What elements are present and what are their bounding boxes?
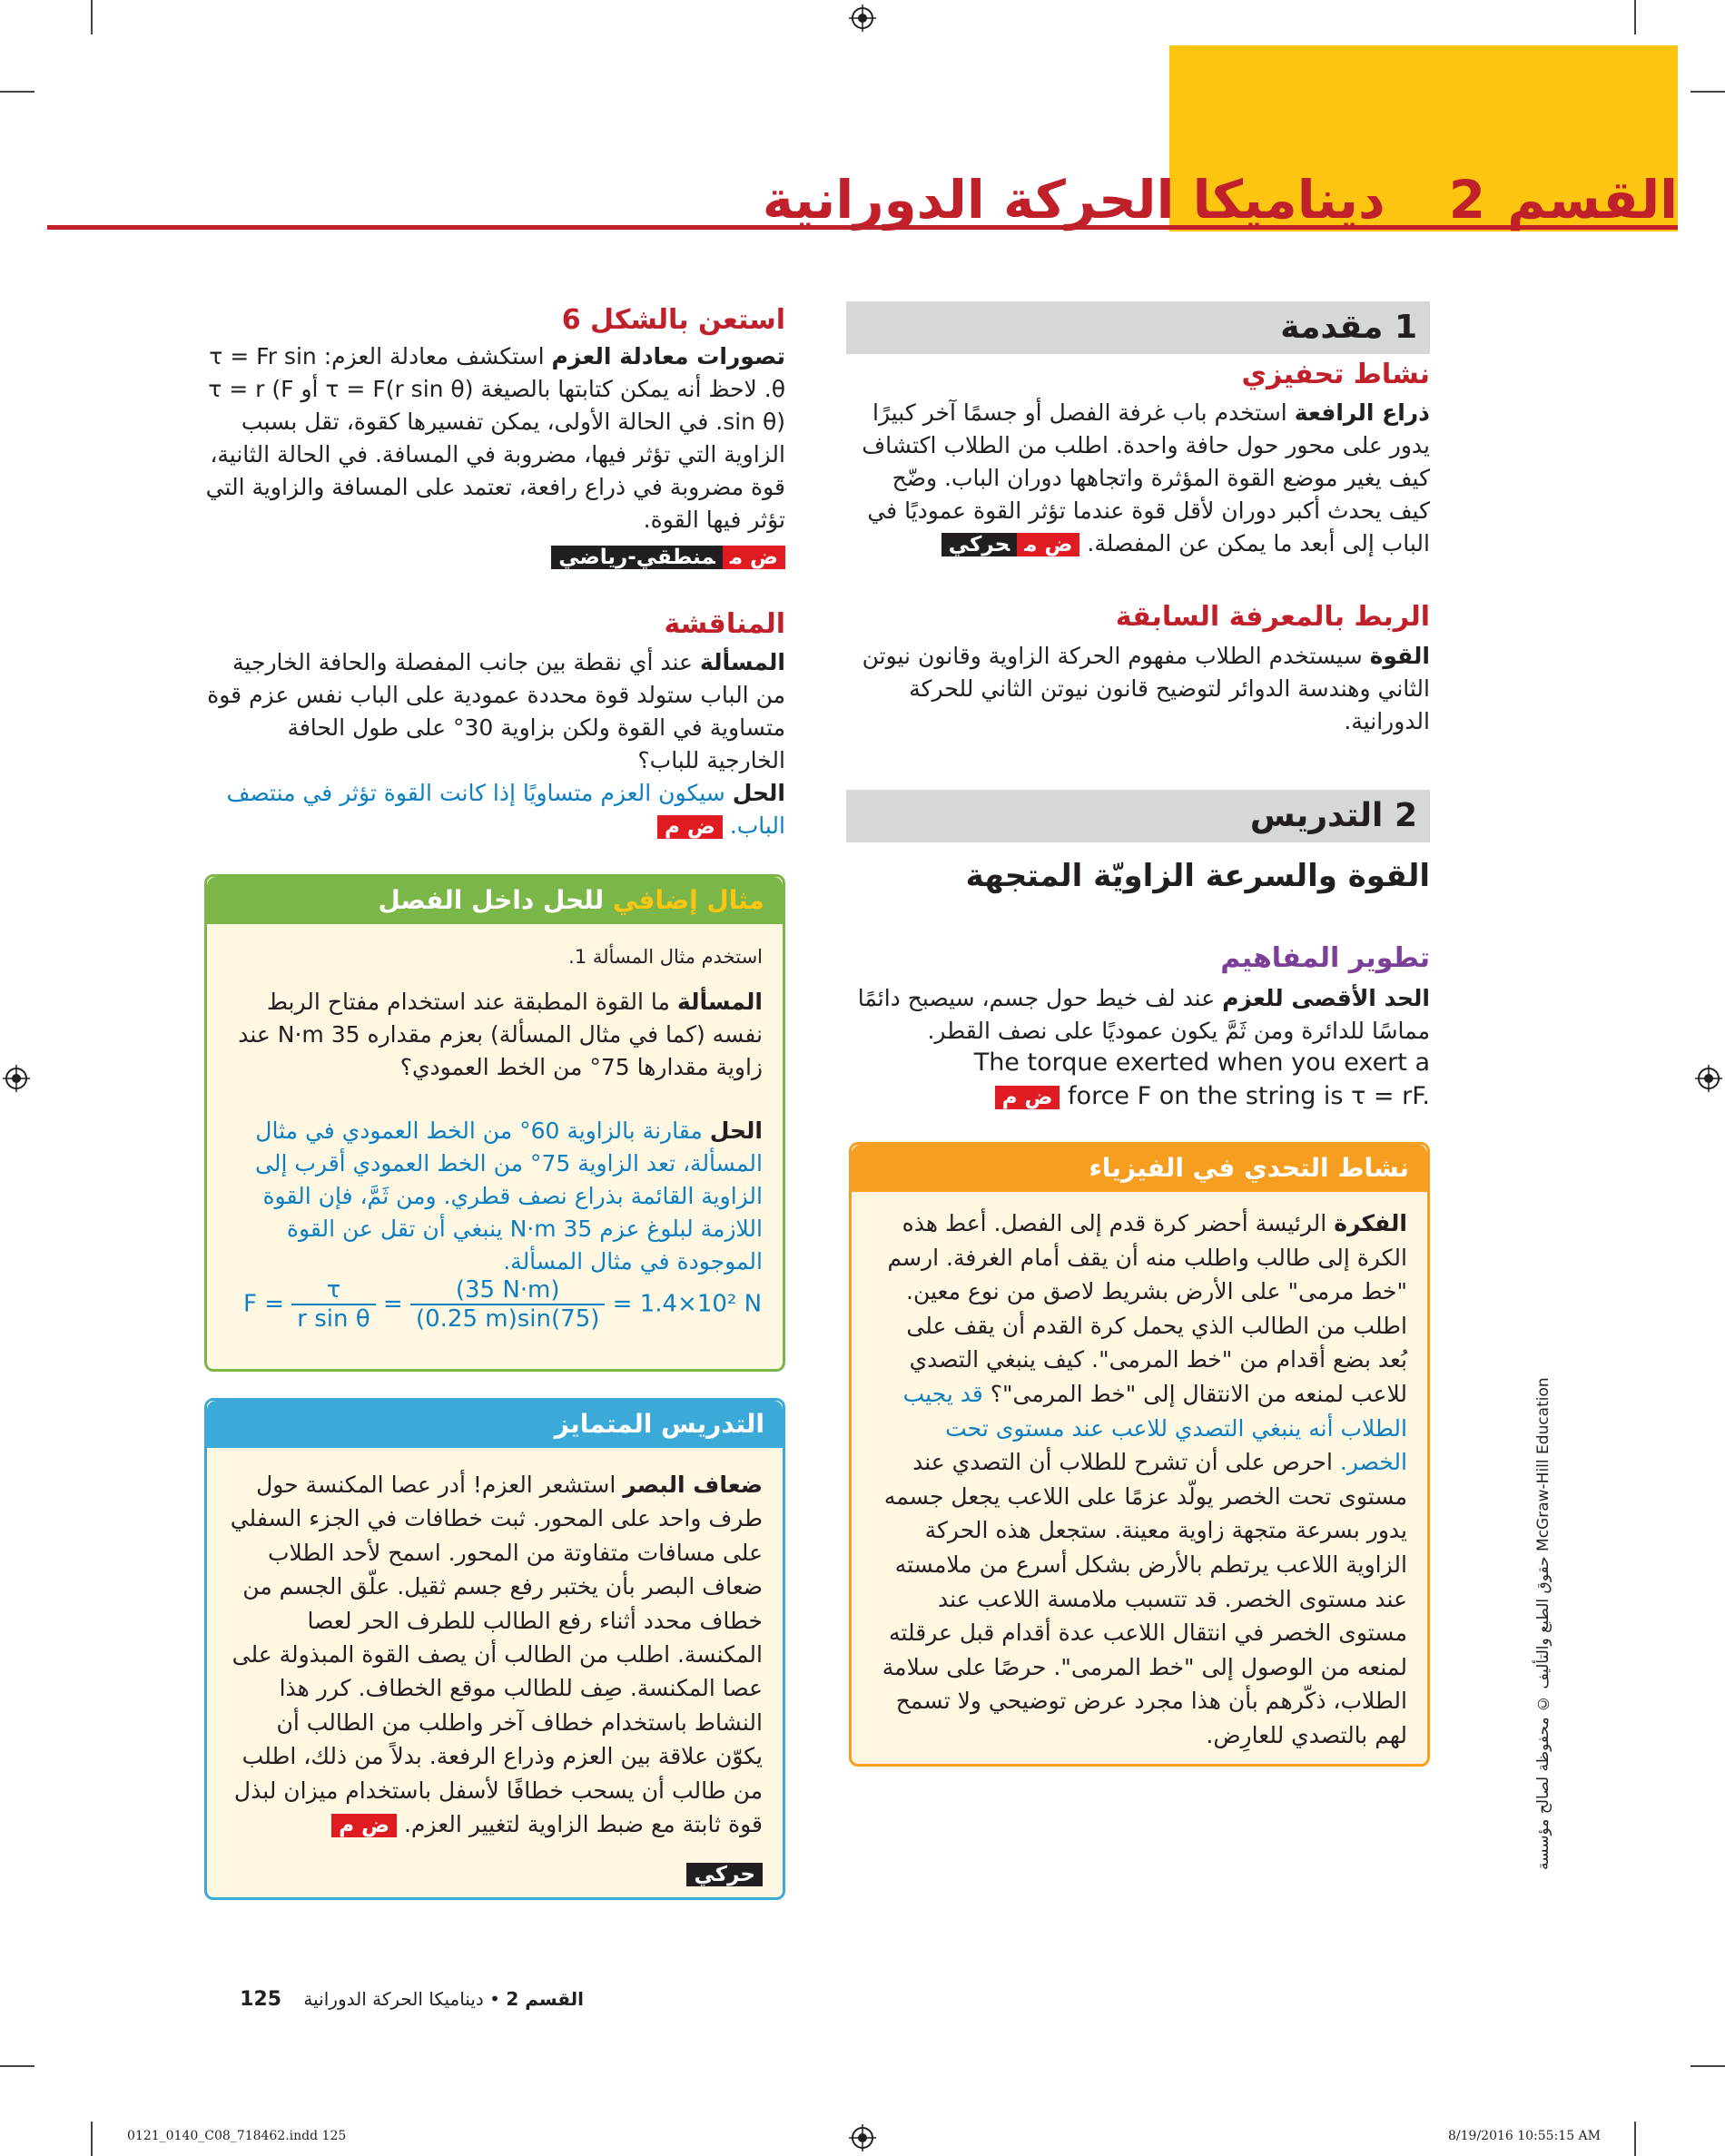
registration-mark-icon xyxy=(3,1065,30,1092)
example-solution xyxy=(227,1115,763,1278)
tag-red: ض م xyxy=(723,546,785,569)
formula-result: = 1.4×10² N xyxy=(612,1290,763,1318)
discussion-heading: المناقشة xyxy=(664,608,785,640)
copyright-sidebar: حقوق الطبع والتأليف © محفوظة لصالح مؤسسة McGraw-Hill Education xyxy=(1534,1377,1552,1870)
registration-mark-icon xyxy=(849,5,876,32)
prior-knowledge-paragraph xyxy=(846,640,1430,738)
example-formula xyxy=(243,1276,762,1333)
motivation-lead: ذراع الرافعة xyxy=(1294,399,1430,426)
section-number: 2 xyxy=(1448,169,1486,231)
differentiated-box xyxy=(204,1398,785,1900)
tag-red: ض م xyxy=(657,815,723,839)
concepts-english xyxy=(846,1046,1430,1115)
crop-mark xyxy=(0,2065,34,2067)
crop-mark xyxy=(1690,2065,1725,2067)
footer-bullet: • xyxy=(489,1988,500,2010)
section-label: القسم xyxy=(1507,169,1678,231)
tag-red: ض م xyxy=(331,1814,397,1837)
tag-black: حركي xyxy=(941,533,1018,556)
challenge-lead-suffix: الرئيسة xyxy=(1255,1210,1335,1236)
tag-red: ض م xyxy=(1017,533,1079,556)
slug-date: 8/19/2016 10:55:15 AM xyxy=(1448,2129,1602,2143)
crop-mark xyxy=(0,91,34,93)
formula-f2-denominator: (0.25 m)sin(75) xyxy=(415,1305,600,1333)
section-title-text: ديناميكا الحركة الدورانية xyxy=(762,169,1385,231)
motivation-text: استخدم باب غرفة الفصل أو جسمًا آخر كبيرًا يدور على محور حول حافة واحدة. اطلب من الطلاب اكتشاف كيف يغير موضع القوة المؤثرة واتجاهها دوران الباب. وضّح كيف يحدث أكبر دوران لأقل قوة عندما تؤثر القوة عموديًا في الباب إلى أبعد ما يمكن عن المفصلة. xyxy=(862,399,1430,556)
differentiated-tag-wrap xyxy=(686,1863,763,1886)
example-solution-lead: الحل xyxy=(709,1117,763,1144)
crop-mark xyxy=(1634,0,1636,34)
challenge-answer: قد يجيب الطلاب أنه ينبغي التصدي للاعب عند مستوى تحت الخصر. xyxy=(902,1380,1407,1476)
formula-fraction-1 xyxy=(291,1276,375,1333)
example-title-rest: للحل داخل الفصل xyxy=(378,885,613,915)
differentiated-body: استشعر العزم! أدر عصا المكنسة حول طرف واحد على المحور. ثبت خطافات في الجزء السفلي على مسافات متفاوتة من المحور. اسمح لأحد الطلاب ضعاف البصر بأن يختبر رفع جسم ثقيل. علّق الجسم من خطاف محدد أثناء رفع الطالب للطرف الحر لعصا المكنسة. اطلب من الطالب أن يصف القوة المبذولة على عصا المكنسة. صِف للطالب موقع الخطاف. كرر هذا النشاط باستخدام خطاف آخر واطلب من الطالب أن يكوّن علاقة بين العزم وذراع الرفعة. بدلاً من ذلك، اطلب من طالب أن يسحب خطافًا لأسفل باستخدام ميزان لبذل قوة ثابتة مع ضبط الزاوية لتغيير العزم. xyxy=(230,1472,763,1838)
challenge-lead: الفكرة xyxy=(1334,1210,1407,1236)
figure-tags xyxy=(551,540,785,574)
example-box xyxy=(204,874,785,1372)
concepts-lead: الحد الأقصى للعزم xyxy=(1222,985,1430,1011)
concepts-english-line2: force F on the string is τ = rF. xyxy=(1068,1082,1430,1110)
motivation-tags xyxy=(941,527,1080,561)
section-title xyxy=(316,163,1678,236)
challenge-text-2: احرص على أن تشرح للطلاب أن التصدي عند مستوى تحت الخصر يولّد عزمًا على اللاعب يجعل جسمه يدور بسرعة متجهة زاوية معينة. ستجعل هذه الحركة الزاوية اللاعب يرتطم بالأرض بشكل أسرع من ملامسته عند مستوى الخصر. قد تتسبب ملامسة اللاعب عند مستوى الخصر في انتقال اللاعب عدة أقدام قبل عرقلته لمنعه من الوصول إلى "خط المرمى". حرصًا على سلامة الطلاب، ذكّرهم بأن هذا مجرد عرض توضيحي ولا تسمح لهم بالتصدي للعارِض. xyxy=(882,1449,1407,1748)
crop-mark xyxy=(91,2122,93,2156)
concepts-english-line1: The torque exerted when you exert a xyxy=(973,1048,1430,1077)
intro-bar-label: 1 مقدمة xyxy=(1280,309,1417,346)
example-box-title xyxy=(207,877,783,924)
page-footer xyxy=(202,1988,584,2011)
question-lead: المسألة xyxy=(699,649,785,675)
figure-text: استكشف معادلة العزم: τ = Fr sin θ. لاحظ أنه يمكن كتابتها بالصيغة τ = F(r sin θ) أو τ = r (F sin θ). في الحالة الأولى، يمكن تفسيرها كقوة، تقل بسبب الزاوية التي تؤثر فيها، مضروبة في المسافة. في الحالة الثانية، قوة مضروبة في ذراع رافعة، تعتمد على المسافة والزاوية التي تؤثر فيها القوة. xyxy=(205,343,785,533)
differentiated-text xyxy=(229,1468,763,1843)
formula-lhs: F = xyxy=(243,1290,285,1318)
answer-text: سيكون العزم متساويًا إذا كانت القوة تؤثر في منتصف الباب. xyxy=(226,780,785,839)
answer-lead: الحل xyxy=(732,780,785,806)
formula-f1-denominator: r sin θ xyxy=(297,1305,370,1333)
motivation-heading: نشاط تحفيزي xyxy=(1241,359,1430,390)
prior-text: سيستخدم الطلاب مفهوم الحركة الزاوية وقانون نيوتن الثاني وهندسة الدوائر لتوضيح قانون نيوتن الثاني للحركة الدورانية. xyxy=(862,643,1430,734)
slug-file: 0121_0140_C08_718462.indd 125 xyxy=(127,2129,347,2143)
registration-mark-icon xyxy=(849,2124,876,2151)
tag-red: ض م xyxy=(995,1086,1060,1109)
footer-section: القسم 2 xyxy=(506,1988,584,2010)
formula-f1-numerator: τ xyxy=(291,1276,375,1305)
challenge-box-title: نشاط التحدي في الفيزياء xyxy=(852,1145,1427,1192)
formula-f2-numerator: (35 N·m) xyxy=(410,1276,605,1305)
prior-lead: القوة xyxy=(1369,643,1430,669)
example-problem-text: ما القوة المطبقة عند استخدام مفتاح الربط نفسه (كما في مثال المسألة) بعزم مقداره 35 N·m عند زاوية مقدارها 75° من الخط العمودي؟ xyxy=(238,989,763,1080)
prior-knowledge-heading: الربط بالمعرفة السابقة xyxy=(1115,601,1430,633)
formula-fraction-2 xyxy=(410,1276,605,1333)
intro-bar xyxy=(846,301,1430,354)
challenge-text-1: أحضر كرة قدم إلى الفصل. أعط هذه الكرة إلى طالب واطلب منه أن يقف أمام الغرفة. ارسم "خط مرمى" على الأرض بشريط لاصق من نوع معين. اطلب من الطالب الذي يحمل كرة القدم أن يقف على بُعد بضع أقدام من "خط المرمى". كيف ينبغي التصدي للاعب لمنعه من الانتقال إلى "خط المرمى"؟ xyxy=(887,1210,1407,1407)
footer-title: ديناميكا الحركة الدورانية xyxy=(303,1988,484,2010)
motivation-paragraph xyxy=(846,397,1430,561)
crop-mark xyxy=(91,0,93,34)
concepts-text: عند لف خيط حول جسم، سيصبح دائمًا مماسًا للدائرة ومن ثَمَّ يكون عموديًا على نصف القطر. xyxy=(857,985,1430,1044)
concepts-paragraph xyxy=(846,982,1430,1048)
registration-mark-icon xyxy=(1695,1065,1722,1092)
example-solution-text: مقارنة بالزاوية 60° من الخط العمودي في مثال المسألة، تعد الزاوية 75° من الخط العمودي أقرب إلى الزاوية القائمة بذراع نصف قطري. ومن ثَمَّ، فإن القوة اللازمة لبلوغ عزم 35 N·m ينبغي أن تقل عن القوة الموجودة في مثال المسألة. xyxy=(255,1117,763,1275)
teaching-bar-label: 2 التدريس xyxy=(1249,797,1417,834)
example-title-accent: مثال إضافي xyxy=(612,885,764,915)
differentiated-lead: ضعاف البصر xyxy=(623,1472,763,1498)
discussion-answer xyxy=(204,777,785,843)
crop-mark xyxy=(1690,91,1725,93)
formula-equals: = xyxy=(382,1290,403,1318)
teaching-topic: القوة والسرعة الزاويّة المتجهة xyxy=(965,858,1430,894)
figure-heading: استعن بالشكل 6 xyxy=(561,304,785,336)
concepts-heading: تطوير المفاهيم xyxy=(1220,942,1430,974)
challenge-box xyxy=(849,1142,1430,1767)
question-text: عند أي نقطة بين جانب المفصلة والحافة الخارجية من الباب ستولد قوة محددة عمودية على الباب نفس عزم قوة متساوية في القوة ولكن بزاوية 30° على طول الحافة الخارجية للباب؟ xyxy=(207,649,785,773)
page-number: 125 xyxy=(240,1988,282,2011)
tag-black: حركي xyxy=(686,1863,763,1886)
example-intro: استخدم مثال المسألة 1. xyxy=(568,946,763,968)
challenge-text xyxy=(875,1206,1407,1753)
tag-black: منطقي-رياضي xyxy=(551,546,723,569)
discussion-question xyxy=(204,646,785,777)
differentiated-box-title: التدريس المتمايز xyxy=(207,1401,783,1448)
figure-paragraph xyxy=(204,340,785,574)
example-problem xyxy=(227,986,763,1084)
crop-mark xyxy=(1634,2122,1636,2156)
example-problem-lead: المسألة xyxy=(676,989,763,1015)
teaching-bar xyxy=(846,790,1430,842)
figure-lead: تصورات معادلة العزم xyxy=(551,343,785,369)
